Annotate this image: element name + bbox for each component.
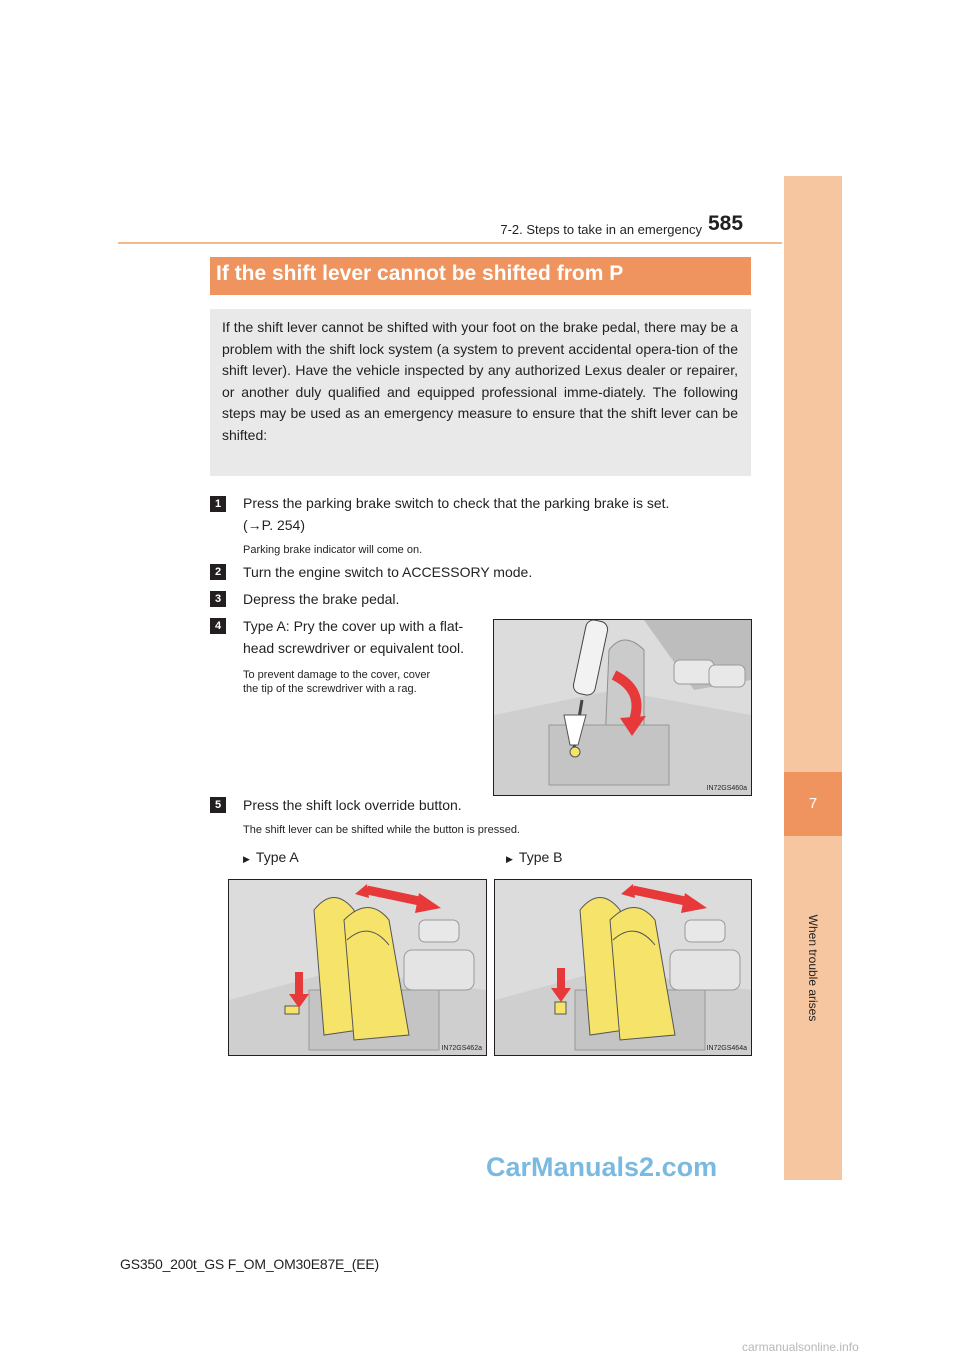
type-a-label: ▶ Type A [243,849,299,865]
figure-code: IN72GS462a [441,1045,482,1052]
figure-code: IN72GS464a [706,1045,747,1052]
step-1-number: 1 [210,496,226,512]
chapter-number-badge: 7 [784,772,842,836]
bullet-triangle-icon: ▶ [506,854,513,864]
type-b-label: ▶ Type B [506,849,563,865]
figure-type-a-illustration [229,880,486,1055]
step-1-reference-link[interactable]: (→P. 254) [243,517,305,533]
section-heading-bar [210,257,751,295]
step-4-text-line2: head screwdriver or equivalent tool. [243,640,465,656]
intro-text: If the shift lever cannot be shifted with your foot on the brake pedal, there may be a problem with the shift lock system (a system to prevent accidental opera-tion of the shift lever). Have the vehicle inspected by any authorized Lexus dealer or repairer, or another duly qualified and equipped professional imme-diately. The following steps may be used as an emergency measure to ensure that the shift lever can be shifted: [222,319,738,443]
figure-pry-cover-illustration [494,620,751,795]
intro-box [210,309,751,476]
step-3-text: Depress the brake pedal. [243,591,400,607]
chapter-side-tab [784,176,842,1180]
step-4-note-line2: the tip of the screwdriver with a rag. [243,683,417,695]
figure-code: IN72GS460a [706,785,747,792]
figure-type-a [228,879,487,1056]
step-5-number: 5 [210,797,226,813]
step-4-text-line1: Type A: Pry the cover up with a flat- [243,618,464,634]
page-number: 585 [708,212,744,235]
chapter-title: When trouble arises [806,914,820,1022]
section-title: If the shift lever cannot be shifted from P [216,262,624,285]
step-5-text: Press the shift lock override button. [243,797,462,813]
watermark-logo: CarManuals2.com [486,1152,718,1182]
header-rule [118,242,782,244]
figure-type-b-illustration [495,880,751,1055]
figure-type-b [494,879,752,1056]
figure-pry-cover [493,619,752,796]
step-4-number: 4 [210,618,226,634]
step-1-note: Parking brake indicator will come on. [243,544,423,556]
step-2-text: Turn the engine switch to ACCESSORY mode. [243,564,533,580]
step-3-number: 3 [210,591,226,607]
source-link[interactable]: carmanualsonline.info [742,1340,859,1354]
header-section-title: 7-2. Steps to take in an emergency [500,222,702,237]
footer-document-code: GS350_200t_GS F_OM_OM30E87E_(EE) [120,1256,379,1272]
step-4-note-line1: To prevent damage to the cover, cover [243,669,431,681]
step-1-text: Press the parking brake switch to check that the parking brake is set. [243,495,670,511]
bullet-triangle-icon: ▶ [243,854,250,864]
step-2-number: 2 [210,564,226,580]
step-5-note: The shift lever can be shifted while the button is pressed. [243,824,520,836]
